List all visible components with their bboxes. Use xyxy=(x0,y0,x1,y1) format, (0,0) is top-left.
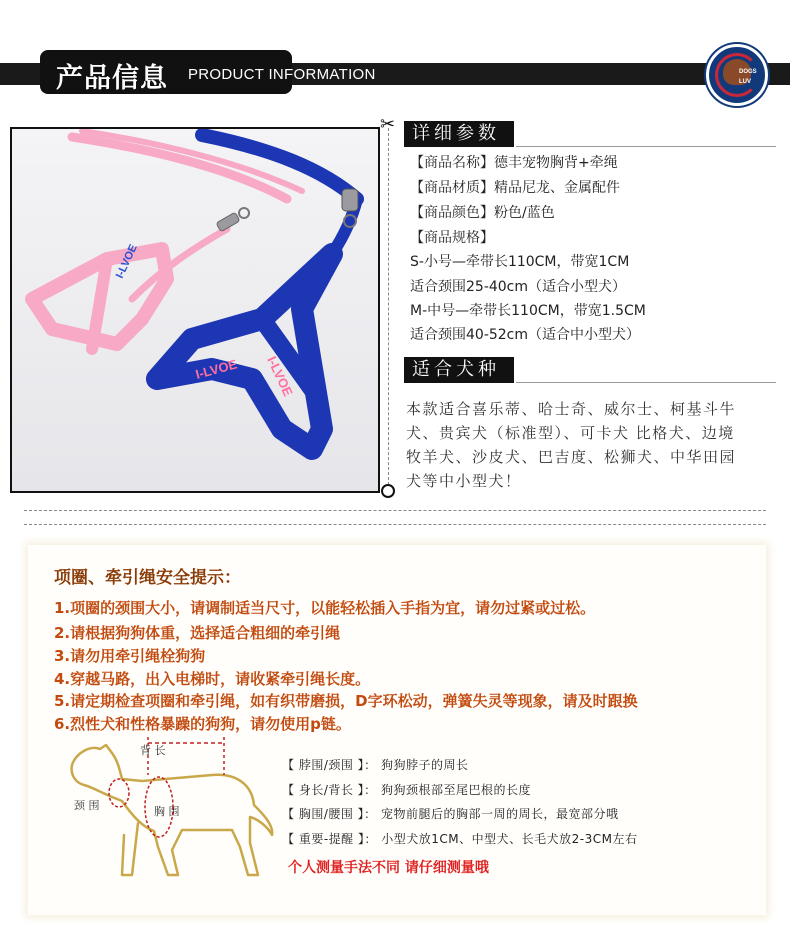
spec-line: S-小号—牵带长110CM，带宽1CM xyxy=(410,254,630,270)
separator-dashed xyxy=(24,524,766,525)
safety-tip: 1.项圈的颈围大小，请调制适当尺寸，以能轻松插入手指为宜，请勿过紧或过松。 xyxy=(54,599,596,617)
product-photo xyxy=(10,127,380,493)
separator-dashed xyxy=(24,510,766,511)
measure-note: 【 重要-提醒 】： 小型犬放1CM、中型犬、长毛犬放2-3CM左右 xyxy=(282,832,638,846)
breeds-title-rule xyxy=(516,382,776,383)
diagram-label-back: 背 长 xyxy=(140,744,166,757)
safety-tip: 3.请勿用牵引绳栓狗狗 xyxy=(54,647,206,665)
breeds-text: 本款适合喜乐蒂、哈士奇、威尔士、柯基斗牛犬、贵宾犬（标准型）、可卡犬 比格犬、边境牧羊犬、沙皮犬、巴吉度、松狮犬、中华田园犬等中小型犬！ xyxy=(406,400,737,490)
safety-tip: 6.烈性犬和性格暴躁的狗狗，请勿使用p链。 xyxy=(54,715,351,733)
spec-line: 适合颈围25-40cm（适合小型犬） xyxy=(410,279,627,295)
safety-tips-title: 项圈、牵引绳安全提示： xyxy=(54,568,241,588)
details-section-title: 详细参数 xyxy=(404,121,514,147)
diagram-label-neck: 颈 围 xyxy=(74,799,100,812)
logo-text-1: DOGS xyxy=(739,69,757,75)
vertical-cut-line xyxy=(388,128,389,490)
harness-print-blue-2: I-LVOE xyxy=(193,356,239,382)
spec-line: 【商品规格】 xyxy=(410,230,494,246)
measure-note: 【 胸围/腰围 】： 宠物前腿后的胸部一周的周长，最宽部分哦 xyxy=(282,807,619,821)
measure-note: 【 身长/背长 】： 狗狗颈根部至尾巴根的长度 xyxy=(282,783,531,797)
measure-warning: 个人测量手法不同 请仔细测量哦 xyxy=(288,860,489,876)
harness-print-pink: I-LVOE xyxy=(113,242,140,281)
brand-logo xyxy=(706,44,768,106)
breeds-section-title: 适合犬种 xyxy=(404,357,514,383)
logo-text-2: LUV xyxy=(739,79,751,85)
ring-icon xyxy=(381,484,395,498)
measure-lines xyxy=(109,737,224,837)
spec-line: 【商品材质】精品尼龙、金属配件 xyxy=(410,180,620,196)
header-title-cn: 产品信息 xyxy=(56,63,168,94)
harness-illustration xyxy=(12,129,378,491)
details-title-rule xyxy=(516,146,776,147)
spec-line: 【商品名称】德丰宠物胸背+牵绳 xyxy=(410,155,618,171)
diagram-label-chest: 胸 围 xyxy=(154,805,180,818)
spec-line: 适合颈围40-52cm（适合中小型犬） xyxy=(410,327,641,343)
safety-tip: 2.请根据狗狗体重，选择适合粗细的牵引绳 xyxy=(54,624,341,642)
spec-line: M-中号—牵带长110CM，带宽1.5CM xyxy=(410,303,646,319)
spec-line: 【商品颜色】粉色/蓝色 xyxy=(410,205,555,221)
safety-tip: 4.穿越马路，出入电梯时，请收紧牵引绳长度。 xyxy=(54,670,371,688)
header-title-en: PRODUCT INFORMATION xyxy=(188,66,376,83)
harness-print-blue: I-LVOE xyxy=(264,353,296,399)
safety-tip: 5.请定期检查项圈和牵引绳，如有织带磨损，D字环松动，弹簧失灵等现象，请及时跟换 xyxy=(54,692,638,710)
scissors-icon: ✂ xyxy=(380,114,396,135)
measure-note: 【 脖围/颈围 】： 狗狗脖子的周长 xyxy=(282,758,469,772)
